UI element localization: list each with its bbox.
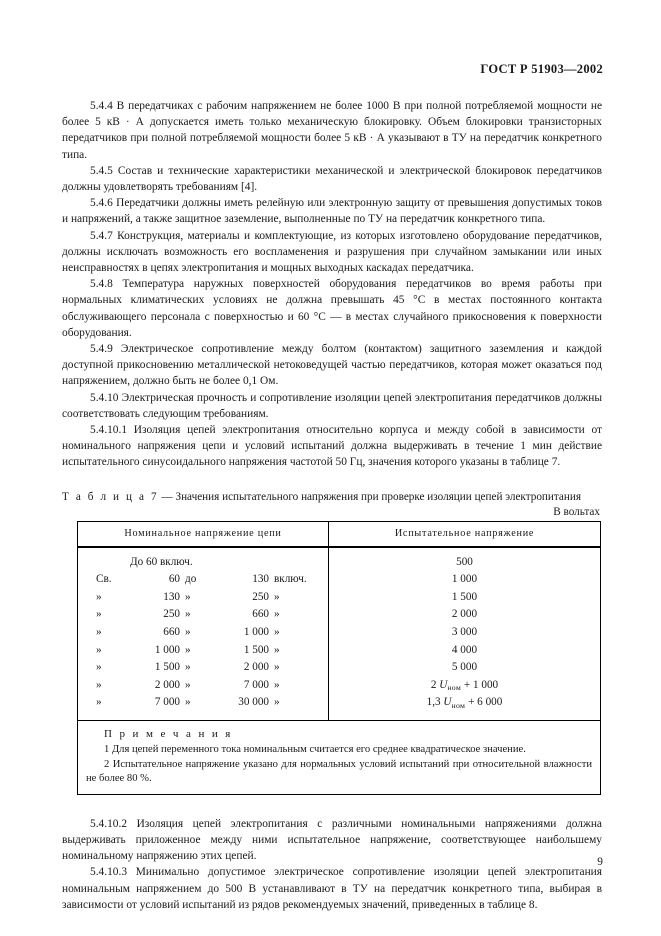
table-row-test-voltage: 4 000 bbox=[451, 643, 478, 656]
range-suffix: » bbox=[274, 678, 280, 691]
table-body-test-column bbox=[329, 548, 600, 720]
table-row-test-voltage: 1 000 bbox=[451, 573, 478, 586]
column-header-test-voltage: Испытательное напряжение bbox=[394, 527, 535, 539]
table-row-nominal bbox=[78, 642, 328, 660]
range-prefix: » bbox=[96, 626, 102, 639]
table-caption-dash-glyph: — bbox=[161, 490, 173, 503]
body-paragraph: 5.4.5 Состав и технические характеристики механической и электрической блокировок передатчиков должны удовлетворять требованиям [4]. bbox=[62, 164, 602, 194]
range-to: 7 000 bbox=[243, 678, 269, 691]
nominal-range-text: До 60 включ. bbox=[130, 555, 193, 568]
table-row-nominal bbox=[78, 624, 328, 642]
range-from: 60 bbox=[168, 573, 180, 586]
table-row-test-voltage: 5 000 bbox=[451, 661, 478, 674]
range-prefix: » bbox=[96, 643, 102, 656]
table-caption-text: Значения испытательного напряжения при проверке изоляции цепей электропитания bbox=[175, 490, 581, 503]
table-row-nominal bbox=[78, 606, 328, 624]
range-prefix: Св. bbox=[96, 573, 112, 586]
column-header-nominal-voltage: Номинальное напряжение цепи bbox=[78, 522, 329, 546]
range-from: 1 000 bbox=[154, 643, 180, 656]
body-paragraph: 5.4.4 В передатчиках с рабочим напряжением не более 1000 В при полной потребляемой мощности не более 5 кВ · А допускается иметь только механическую блокировку. Объем блокировки транзисторных передатчиков при полной потребляемой мощности более 5 кВ · А указывают в ТУ на передатчик конкретного типа. bbox=[62, 100, 602, 161]
range-middle: до bbox=[185, 573, 197, 586]
range-to: 30 000 bbox=[238, 696, 269, 709]
range-middle: » bbox=[185, 661, 191, 674]
note-item: 1 Для цепей переменного тока номинальным считается его среднее квадратическое значение. bbox=[104, 744, 526, 756]
range-middle: » bbox=[185, 626, 191, 639]
table-caption-label: Т а б л и ц а 7 bbox=[62, 490, 159, 503]
paragraphs-after-table bbox=[62, 816, 602, 913]
range-prefix: » bbox=[96, 608, 102, 621]
body-paragraph: 5.4.8 Температура наружных поверхностей оборудования передатчиков во время работы при нормальных климатических условиях не должна превышать 45 °С в местах постоянного контакта обслуживающего персонала с поверхностью и 60 °С — в местах случайного прикосновения к поверхности оборудования. bbox=[62, 278, 602, 339]
body-paragraph: 5.4.7 Конструкция, материалы и комплектующие, из которых изготовлено оборудование передатчиков, должны исключать возможность его воспламенения и разрушения при случайном замыкании или иных неисправностях в цепях электропитания и мощных выходных каскадах передатчика. bbox=[62, 229, 602, 275]
range-from: 2 000 bbox=[154, 678, 180, 691]
table-row-test-voltage: 2 $U_{ном} + 1$ 000 bbox=[430, 678, 499, 693]
body-paragraph: 5.4.10 Электрическая прочность и сопротивление изоляции цепей электропитания передатчиков должны соответствовать следующим требованиям. bbox=[62, 391, 602, 420]
table-row-test-voltage: 1 500 bbox=[451, 590, 478, 603]
table-row-nominal bbox=[78, 571, 328, 589]
paragraphs-before-table bbox=[62, 98, 602, 471]
table-row-nominal bbox=[78, 554, 328, 572]
page-content bbox=[62, 98, 602, 913]
range-middle: » bbox=[185, 590, 191, 603]
range-from: 7 000 bbox=[154, 696, 180, 709]
table-body-nominal-column bbox=[78, 548, 329, 720]
range-from: 250 bbox=[163, 608, 180, 621]
range-suffix: » bbox=[274, 608, 280, 621]
table-header-row bbox=[78, 522, 600, 548]
range-to: 130 bbox=[252, 573, 269, 586]
range-from: 1 500 bbox=[154, 661, 180, 674]
range-suffix: включ. bbox=[274, 573, 307, 586]
table-row-nominal bbox=[78, 589, 328, 607]
table-row-nominal bbox=[78, 659, 328, 677]
range-to: 660 bbox=[252, 608, 269, 621]
range-from: 660 bbox=[163, 626, 180, 639]
table-body bbox=[78, 548, 600, 721]
body-paragraph: 5.4.10.2 Изоляция цепей электропитания с различными номинальными напряжениями должна выдерживать приложенное между ними испытательное напряжение, соответствующее наибольшему номинальному напряжению этих цепей. bbox=[62, 817, 602, 863]
range-middle: » bbox=[185, 678, 191, 691]
page-number: 9 bbox=[597, 856, 603, 868]
note-item: 2 Испытательное напряжение указано для нормальных условий испытаний при относительной влажности не более 80 %. bbox=[86, 758, 592, 785]
range-prefix: » bbox=[96, 696, 102, 709]
table-row-test-voltage: 500 bbox=[456, 555, 473, 568]
notes-list bbox=[86, 743, 592, 787]
range-suffix: » bbox=[274, 661, 280, 674]
table-notes bbox=[78, 721, 600, 794]
range-to: 2 000 bbox=[243, 661, 269, 674]
body-paragraph: 5.4.10.3 Минимально допустимое электрическое сопротивление изоляции цепей электропитания номинальным напряжением до 500 В устанавливают в ТУ на передатчик конкретного типа, выбирая в зависимости от условий испытаний из рядов рекомендуемых значений, приведенных в таблице 8. bbox=[62, 866, 602, 911]
body-paragraph: 5.4.9 Электрическое сопротивление между болтом (контактом) защитного заземления и каждой доступной прикосновению металлической нетоковедущей частью передатчиков, которая может оказаться под напряжением, должно быть не более 0,1 Ом. bbox=[62, 343, 602, 388]
range-from: 130 bbox=[163, 590, 180, 603]
table-row-test-voltage: 2 000 bbox=[451, 608, 478, 621]
range-to: 1 500 bbox=[243, 643, 269, 656]
range-middle: » bbox=[185, 696, 191, 709]
range-prefix: » bbox=[96, 678, 102, 691]
standard-header: ГОСТ Р 51903—2002 bbox=[480, 62, 603, 76]
body-paragraph: 5.4.6 Передатчики должны иметь релейную или электронную защиту от превышения допустимых токов и напряжений, а также защитное заземление, выполненные по ТУ на передатчик конкретного типа. bbox=[62, 197, 602, 226]
notes-title: П р и м е ч а н и я bbox=[104, 728, 233, 741]
range-to: 250 bbox=[252, 590, 269, 603]
range-prefix: » bbox=[96, 590, 102, 603]
table-row-nominal bbox=[78, 694, 328, 712]
body-paragraph: 5.4.10.1 Изоляция цепей электропитания относительно корпуса и между собой в зависимости от номинального напряжения цепи и условий испытаний должна выдерживать в течение 1 мин действие испытательного синусоидального напряжения частотой 50 Гц, значения которого указаны в таблице 7. bbox=[62, 424, 602, 469]
range-middle: » bbox=[185, 643, 191, 656]
range-suffix: » bbox=[274, 626, 280, 639]
table-row-test-voltage: 1,3 $U_{ном} + 6$ 000 bbox=[426, 696, 503, 711]
table-7-block bbox=[62, 490, 602, 795]
range-middle: » bbox=[185, 608, 191, 621]
table-row-test-voltage: 3 000 bbox=[451, 626, 478, 639]
table-7 bbox=[77, 521, 601, 795]
range-suffix: » bbox=[274, 696, 280, 709]
table-caption bbox=[62, 490, 602, 505]
range-suffix: » bbox=[274, 643, 280, 656]
range-prefix: » bbox=[96, 661, 102, 674]
table-unit-line: В вольтах bbox=[553, 505, 600, 518]
range-suffix: » bbox=[274, 590, 280, 603]
table-row-nominal bbox=[78, 677, 328, 695]
range-to: 1 000 bbox=[243, 626, 269, 639]
